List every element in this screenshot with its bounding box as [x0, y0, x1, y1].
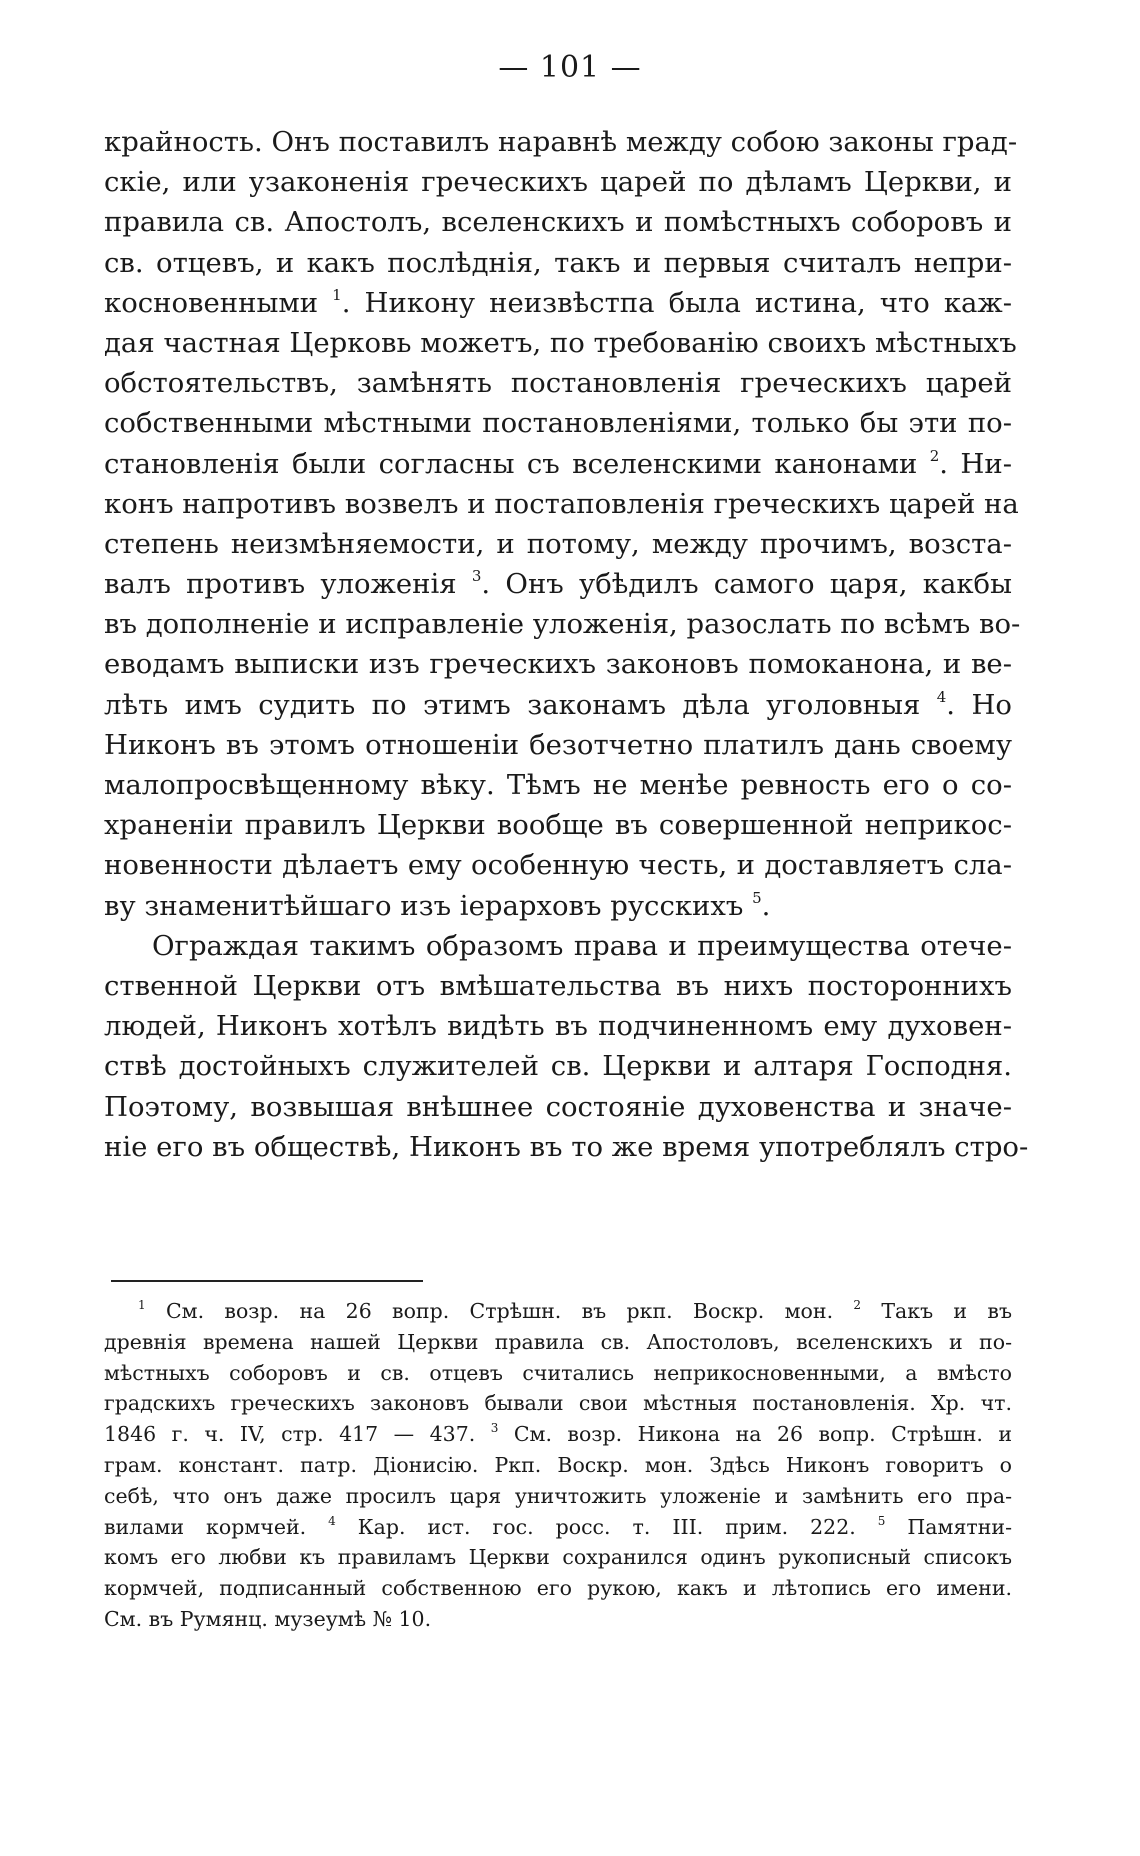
text-line: людей, Никонъ хотѣлъ видѣть въ подчиненномъ ему духовен- [104, 1010, 1012, 1043]
text-line [104, 886, 1012, 926]
footnote-mark: 2 [853, 1298, 862, 1312]
text-line: малопросвѣщенному вѣку. Тѣмъ не менѣе ревность его о со- [104, 769, 1012, 801]
footnote-ref: 4 [936, 687, 947, 706]
text-line: въ дополненіе и исправленіе уложенія, разослать по всѣмъ во- [104, 608, 1021, 641]
footnote-line: грам. констант. патр. Діонисію. Ркп. Воскр. мон. Здѣсь Никонъ говоритъ о [104, 1452, 1012, 1477]
text-fragment: становленія были согласны съ вселенскими канонами [104, 447, 918, 480]
footnote-text: Кар. ист. гос. росс. т. III. прим. 222. [335, 1514, 878, 1539]
footnote-line [104, 1419, 1012, 1450]
text-line [104, 685, 1012, 725]
footnote-line: См. въ Румянц. музеумѣ № 10. [104, 1606, 432, 1631]
text-line: степень неизмѣняемости, и потому, между прочимъ, возста- [104, 527, 1012, 560]
footnote-ref: 1 [332, 285, 342, 304]
text-line: еводамъ выписки изъ греческихъ законовъ помоканона, и ве- [104, 648, 1012, 681]
text-fragment: . Но [946, 688, 1012, 721]
text-line: храненіи правилъ Церкви вообще въ совершенной неприкос- [104, 809, 1012, 842]
text-line [104, 564, 1012, 604]
footnotes [104, 1296, 1012, 1635]
footnote-line [104, 1296, 1012, 1327]
text-line: конъ напротивъ возвелъ и постаповленія греческихъ царей на [104, 487, 1019, 520]
footnote-text: 1846 г. ч. IV, стр. 417 — 437. [104, 1422, 491, 1447]
main-text [104, 122, 1029, 1167]
footnote-text: Такъ и въ [861, 1299, 1012, 1323]
text-line: св. отцевъ, и какъ послѣднія, такъ и первыя считалъ непри- [104, 246, 1012, 279]
footnote-mark: 3 [490, 1421, 499, 1436]
text-line: Поэтому, возвышая внѣшнее состояніе духовенства и значе- [104, 1090, 1012, 1123]
text-fragment: лѣть имъ судить по этимъ законамъ дѣла уголовныя [104, 688, 921, 721]
paragraph-start-line: Ограждая такимъ образомъ права и преимущества отече- [152, 929, 1012, 962]
text-line: ніе его въ обществѣ, Никонъ въ то же время употреблялъ стро- [104, 1130, 1029, 1163]
page-number: — 101 — [498, 50, 642, 85]
footnote-line: градскихъ греческихъ законовъ бывали свои мѣстныя постановленія. Хр. чт. [104, 1391, 1012, 1416]
text-line: скіе, или узаконенія греческихъ царей по дѣламъ Церкви, и [104, 166, 1012, 199]
text-line: крайность. Онъ поставилъ наравнѣ между собою законы град- [104, 126, 1018, 158]
footnote-text: См. возр. на 26 вопр. Стрѣшн. въ ркп. Воскр. мон. [145, 1299, 854, 1323]
footnote-line: мѣстныхъ соборовъ и св. отцевъ считались неприкосновенными, а вмѣсто [104, 1360, 1012, 1385]
text-fragment: ву знаменитѣйшаго изъ іерарховъ русскихъ [104, 889, 744, 922]
text-line: дая частная Церковь можетъ, по требованію своихъ мѣстныхъ [104, 326, 1017, 359]
text-fragment: . Никону неизвѣстпа была истина, что каж- [341, 286, 1012, 319]
text-line [104, 444, 1012, 484]
text-line: ственной Церкви отъ вмѣшательства въ нихъ постороннихъ [104, 969, 1012, 1002]
footnote-text: вилами кормчей. [104, 1514, 329, 1539]
text-fragment: валъ противъ уложенія [104, 568, 457, 601]
text-line: собственными мѣстными постановленіями, только бы эти по- [104, 407, 1012, 440]
text-line: ствѣ достойныхъ служителей св. Церкви и алтаря Господня. [104, 1050, 1012, 1083]
footnote-mark: 1 [138, 1298, 146, 1312]
footnote-line [104, 1512, 1012, 1543]
footnote-line: себѣ, что онъ даже просилъ царя уничтожить уложеніе и замѣнить его пра- [104, 1483, 1012, 1508]
text-fragment: . Ни- [939, 447, 1012, 480]
text-line: правила св. Апостолъ, вселенскихъ и помѣстныхъ соборовъ и [104, 206, 1012, 239]
footnote-divider [111, 1280, 423, 1282]
text-fragment: косновенными [104, 286, 319, 319]
footnote-ref: 5 [752, 888, 762, 907]
text-line: новенности дѣлаетъ ему особенную честь, и доставляетъ сла- [104, 849, 1012, 882]
text-fragment: . Онъ убѣдилъ самого царя, какбы [481, 568, 1012, 601]
footnote-ref: 2 [929, 446, 940, 465]
footnote-line: кормчей, подписанный собственною его рукою, какъ и лѣтопись его имени. [104, 1576, 1012, 1601]
footnote-line: комъ его любви къ правиламъ Церкви сохранился одинъ рукописный списокъ [104, 1545, 1012, 1570]
footnote-text: См. возр. Никона на 26 вопр. Стрѣшн. и [498, 1422, 1012, 1447]
text-line [104, 283, 1012, 323]
footnote-text: Памятни- [885, 1514, 1012, 1539]
text-line: Никонъ въ этомъ отношеніи безотчетно платилъ дань своему [104, 728, 1012, 761]
text-fragment: . [761, 889, 771, 922]
footnote-mark: 5 [877, 1513, 886, 1528]
footnote-ref: 3 [471, 567, 482, 586]
footnote-line: древнія времена нашей Церкви правила св. Апостоловъ, вселенскихъ и по- [104, 1329, 1012, 1354]
footnote-mark: 4 [328, 1513, 336, 1528]
text-line: обстоятельствъ, замѣнять постановленія греческихъ царей [104, 367, 1012, 400]
